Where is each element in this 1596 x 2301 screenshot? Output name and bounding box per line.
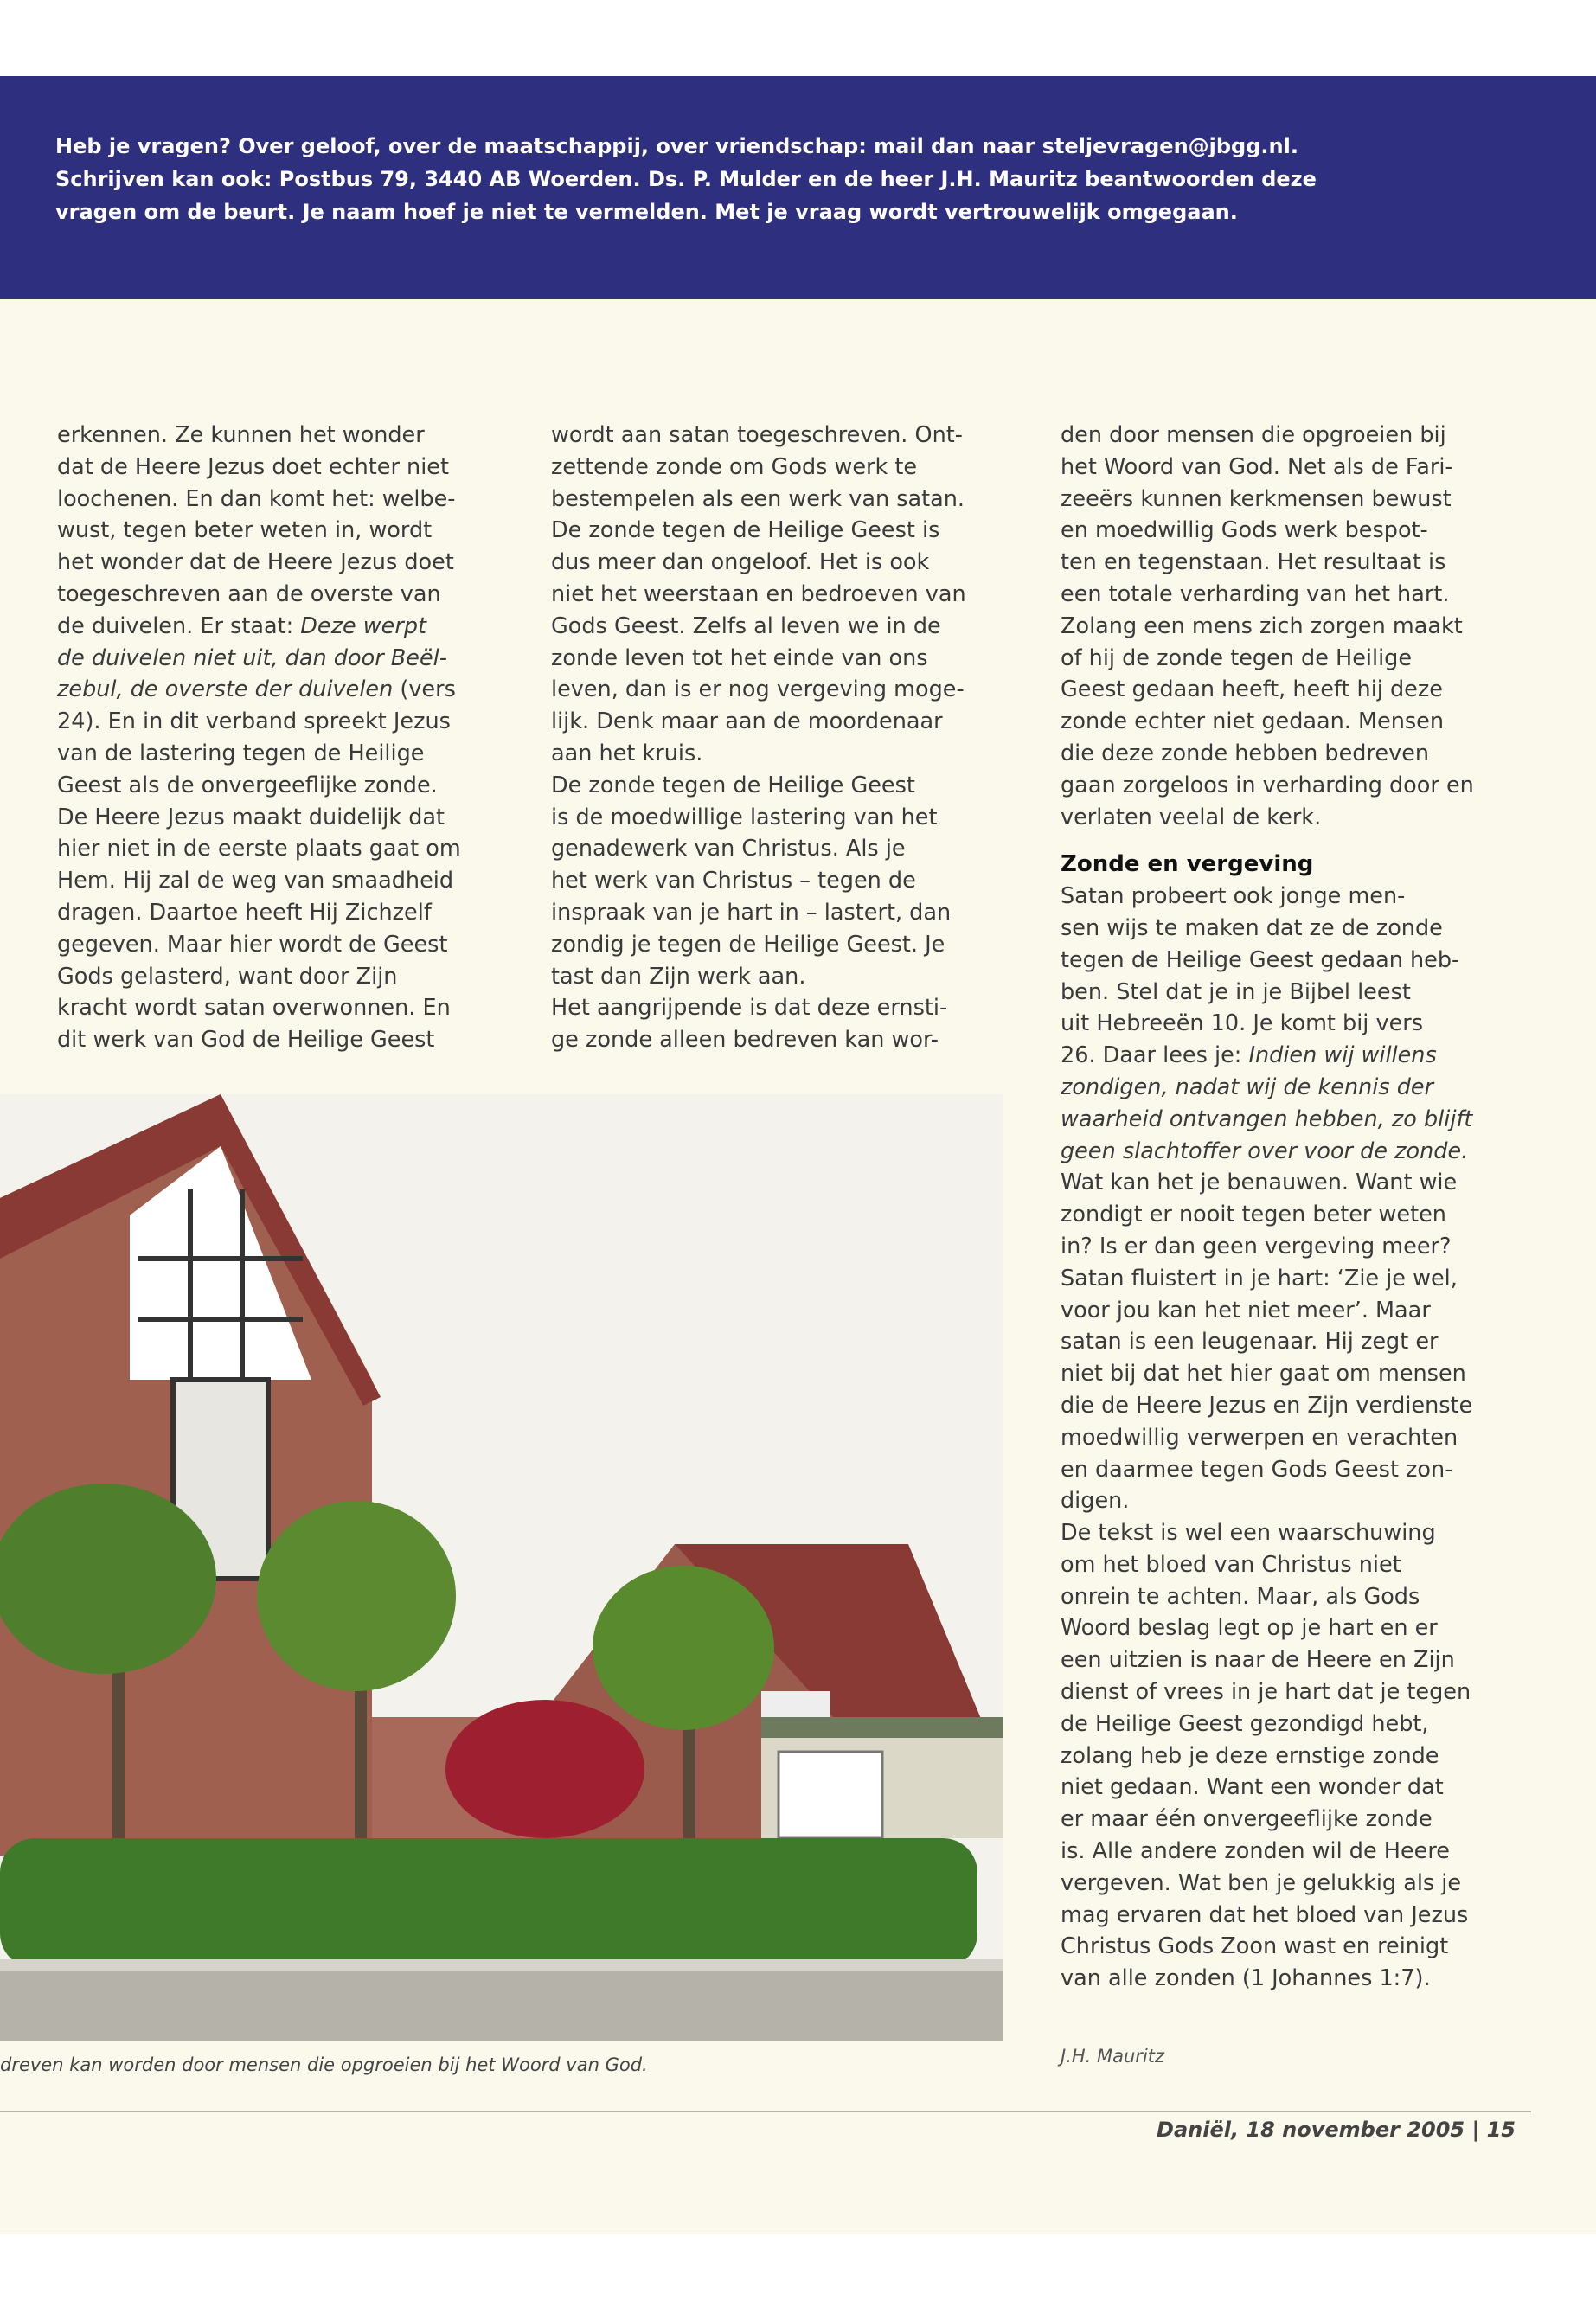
quote-line: zondigen, nadat wij de kennis der <box>1061 1074 1434 1100</box>
text-line: voor jou kan het niet meer’. Maar <box>1061 1297 1431 1324</box>
text-line: Christus Gods Zoon wast en reinigt <box>1061 1933 1449 1960</box>
text-line: dat de Heere Jezus doet echter niet <box>57 453 449 480</box>
text-line: sen wijs te maken dat ze de zonde <box>1061 914 1443 941</box>
text-line: Het aangrijpende is dat deze ernsti- <box>551 995 948 1022</box>
footer-divider <box>0 2111 1531 2112</box>
text-line: bestempelen als een werk van satan. <box>551 485 965 512</box>
text-line: erkennen. Ze kunnen het wonder <box>57 422 425 448</box>
text-line: ben. Stel dat je in je Bijbel leest <box>1061 978 1411 1005</box>
church-illustration <box>0 1094 1003 2041</box>
text-line: Wat kan het je benauwen. Want wie <box>1061 1170 1458 1196</box>
text-line: is de moedwillige lastering van het <box>551 804 938 830</box>
text-line: het Woord van God. Net als de Fari- <box>1061 453 1453 480</box>
text-line: de Heilige Geest gezondigd hebt, <box>1061 1710 1429 1737</box>
annex-window <box>779 1752 882 1838</box>
text-line: gaan zorgeloos in verharding door en <box>1061 772 1474 798</box>
text-run: (vers <box>393 676 456 703</box>
section-heading: Zonde en vergeving <box>1061 851 1314 878</box>
text-line: zettende zonde om Gods werk te <box>551 453 918 480</box>
text-line: Gods gelasterd, want door Zijn <box>57 963 398 990</box>
banner-text <box>55 130 1526 228</box>
text-line: satan is een leugenaar. Hij zegt er <box>1061 1329 1439 1356</box>
quote-text: zebul, de overste der duivelen <box>57 676 394 703</box>
article-column-2 <box>551 420 1001 1056</box>
text-line <box>1061 1040 1545 1072</box>
text-line: digen. <box>1061 1488 1130 1515</box>
text-line: in? Is er dan geen vergeving meer? <box>1061 1233 1452 1259</box>
text-line: dienst of vrees in je hart dat je tegen <box>1061 1679 1471 1706</box>
hedge <box>0 1838 977 1968</box>
text-line: onrein te achten. Maar, als Gods <box>1061 1583 1420 1610</box>
text-line: uit Hebreeën 10. Je komt bij vers <box>1061 1010 1424 1037</box>
pavement <box>0 1968 1003 2041</box>
banner-line: Schrijven kan ook: Postbus 79, 3440 AB Woerden. Ds. P. Mulder en de heer J.H. Mauritz beantwoorden deze <box>55 167 1317 191</box>
author-name: J.H. Mauritz <box>1061 2046 1165 2067</box>
text-line: zondigt er nooit tegen beter weten <box>1061 1202 1446 1228</box>
text-line: lijk. Denk maar aan de moordenaar <box>551 708 943 735</box>
text-line: Zolang een mens zich zorgen maakt <box>1061 612 1463 639</box>
text-line: en moedwillig Gods werk bespot- <box>1061 517 1428 544</box>
text-line: zondig je tegen de Heilige Geest. Je <box>551 931 945 958</box>
text-line: tegen de Heilige Geest gedaan heb- <box>1061 946 1460 973</box>
quote-line: waarheid ontvangen hebben, zo blijft <box>1061 1106 1473 1132</box>
text-line: inspraak van je hart in – lastert, dan <box>551 899 952 926</box>
text-line: Geest als de onvergeeflijke zonde. <box>57 772 438 798</box>
tree-right <box>593 1566 774 1730</box>
text-line: ge zonde alleen bedreven kan wor- <box>551 1027 939 1054</box>
text-line: gegeven. Maar hier wordt de Geest <box>57 931 448 958</box>
text-line: wordt aan satan toegeschreven. Ont- <box>551 422 963 448</box>
text-line: Hem. Hij zal de weg van smaadheid <box>57 868 454 894</box>
text-line: dus meer dan ongeloof. Het is ook <box>551 549 930 576</box>
banner-line: vragen om de beurt. Je naam hoef je niet te vermelden. Met je vraag wordt vertrouwelijk omgegaan. <box>55 200 1238 224</box>
text-line: tast dan Zijn werk aan. <box>551 963 806 990</box>
text-line: die deze zonde hebben bedreven <box>1061 740 1430 766</box>
curb <box>0 1959 1003 1971</box>
text-line: een totale verharding van het hart. <box>1061 580 1450 607</box>
text-line: het werk van Christus – tegen de <box>551 868 916 894</box>
text-line: die de Heere Jezus en Zijn verdienste <box>1061 1392 1473 1419</box>
text-line: er maar één onvergeeflijke zonde <box>1061 1806 1433 1833</box>
text-line: zeeërs kunnen kerkmensen bewust <box>1061 485 1452 512</box>
page-footer: Daniël, 18 november 2005 | 15 <box>1157 2118 1516 2142</box>
tree-left <box>0 1484 216 1674</box>
text-line: zonde echter niet gedaan. Mensen <box>1061 708 1444 735</box>
text-line: De Heere Jezus maakt duidelijk dat <box>57 804 445 830</box>
text-line: zolang heb je deze ernstige zonde <box>1061 1742 1439 1769</box>
text-line: niet gedaan. Want een wonder dat <box>1061 1774 1444 1801</box>
annex-roof <box>761 1717 1003 1738</box>
article-column-3 <box>1061 420 1545 1995</box>
text-line: Satan probeert ook jonge men- <box>1061 883 1406 910</box>
text-line: dragen. Daartoe heeft Hij Zichzelf <box>57 899 432 926</box>
text-line: verlaten veelal de kerk. <box>1061 804 1322 830</box>
text-line: ten en tegenstaan. Het resultaat is <box>1061 549 1446 576</box>
red-maple <box>445 1700 644 1838</box>
text-line: kracht wordt satan overwonnen. En <box>57 995 451 1022</box>
text-line: om het bloed van Christus niet <box>1061 1551 1401 1578</box>
text-line: vergeven. Wat ben je gelukkig als je <box>1061 1869 1462 1896</box>
quote-line: de duivelen niet uit, dan door Beël- <box>57 644 447 671</box>
top-margin <box>0 0 1596 76</box>
text-line: of hij de zonde tegen de Heilige <box>1061 644 1413 671</box>
text-line: wust, tegen beter weten in, wordt <box>57 517 433 544</box>
text-line: den door mensen die opgroeien bij <box>1061 422 1446 448</box>
text-line: loochenen. En dan komt het: welbe- <box>57 485 456 512</box>
text-line: Woord beslag legt op je hart en er <box>1061 1615 1438 1642</box>
text-line: leven, dan is er nog vergeving moge- <box>551 676 965 703</box>
text-line: niet bij dat het hier gaat om mensen <box>1061 1361 1466 1388</box>
text-line: Satan fluistert in je hart: ‘Zie je wel, <box>1061 1265 1458 1292</box>
photo-caption: dreven kan worden door mensen die opgroeien bij het Woord van God. <box>0 2054 648 2075</box>
text-line: het wonder dat de Heere Jezus doet <box>57 549 454 576</box>
text-line <box>57 611 507 643</box>
quote-line: geen slachtoffer over voor de zonde. <box>1061 1138 1469 1164</box>
tree-middle <box>257 1501 456 1691</box>
text-line: Gods Geest. Zelfs al leven we in de <box>551 612 941 639</box>
church-photo <box>0 1094 1003 2041</box>
text-line: van de lastering tegen de Heilige <box>57 740 425 766</box>
text-line: hier niet in de eerste plaats gaat om <box>57 836 461 862</box>
text-line <box>57 674 507 706</box>
text-line: Geest gedaan heeft, heeft hij deze <box>1061 676 1443 703</box>
text-line: zonde leven tot het einde van ons <box>551 644 928 671</box>
article-column-1 <box>57 420 507 1056</box>
quote-text: Indien wij willens <box>1248 1042 1437 1069</box>
text-line: mag ervaren dat het bloed van Jezus <box>1061 1901 1469 1928</box>
text-line: dit werk van God de Heilige Geest <box>57 1027 435 1054</box>
text-line: aan het kruis. <box>551 740 703 766</box>
text-line: De zonde tegen de Heilige Geest is <box>551 517 940 544</box>
text-run: de duivelen. Er staat: <box>57 612 301 639</box>
text-line: is. Alle andere zonden wil de Heere <box>1061 1838 1450 1865</box>
text-line: 24). En in dit verband spreekt Jezus <box>57 708 451 735</box>
text-line: niet het weerstaan en bedroeven van <box>551 580 966 607</box>
text-line: en daarmee tegen Gods Geest zon- <box>1061 1456 1453 1483</box>
quote-text: Deze werpt <box>300 612 426 639</box>
text-line: moedwillig verwerpen en verachten <box>1061 1424 1458 1451</box>
text-line: genadewerk van Christus. Als je <box>551 836 906 862</box>
text-line: een uitzien is naar de Heere en Zijn <box>1061 1647 1455 1674</box>
text-line: van alle zonden (1 Johannes 1:7). <box>1061 1965 1431 1992</box>
text-line: De zonde tegen de Heilige Geest <box>551 772 915 798</box>
text-line: toegeschreven aan de overste van <box>57 580 441 607</box>
text-line: De tekst is wel een waarschuwing <box>1061 1520 1436 1547</box>
banner-line: Heb je vragen? Over geloof, over de maatschappij, over vriendschap: mail dan naar steljevragen@jbgg.nl. <box>55 134 1298 158</box>
text-run: 26. Daar lees je: <box>1061 1042 1249 1069</box>
